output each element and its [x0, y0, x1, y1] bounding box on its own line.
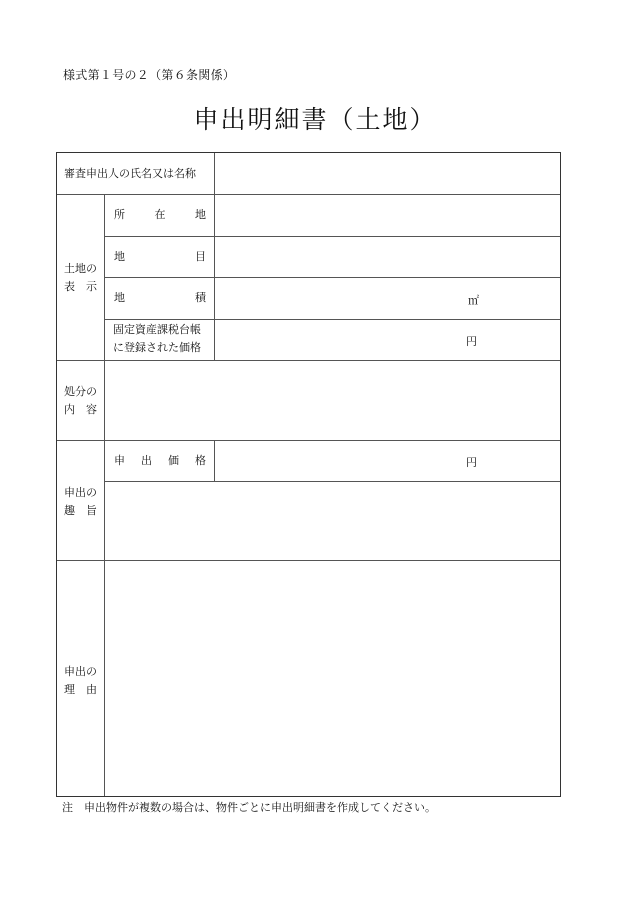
requested-price-unit: 円 — [466, 456, 477, 469]
purpose-label: 申出の 趣 旨 — [64, 486, 97, 517]
location-label: 所 在 地 — [114, 208, 206, 221]
land-category-label: 地 目 — [114, 250, 206, 263]
area-label: 地 積 — [114, 291, 206, 304]
assessed-value-unit: 円 — [466, 335, 477, 348]
requested-price-label: 申 出 価 格 — [114, 454, 206, 467]
assessed-value-field[interactable] — [215, 320, 560, 360]
purpose-field[interactable] — [105, 482, 560, 560]
land-display-label: 土地の 表 示 — [64, 262, 97, 293]
applicant-name-label: 審査申出人の氏名又は名称 — [64, 167, 196, 180]
requested-price-field[interactable] — [215, 441, 560, 481]
footnote: 注 申出物件が複数の場合は、物件ごとに申出明細書を作成してください。 — [62, 801, 436, 814]
disposition-field[interactable] — [105, 361, 560, 440]
applicant-name-field[interactable] — [215, 153, 560, 194]
area-unit: ㎡ — [468, 294, 479, 307]
document-title: 申出明細書（土地） — [193, 105, 437, 134]
statement-form — [56, 152, 561, 797]
assessed-value-label: 固定資産課税台帳 に登録された価格 — [113, 323, 201, 354]
reason-field[interactable] — [105, 561, 560, 796]
disposition-label: 処分の 内 容 — [64, 385, 97, 416]
form-number: 様式第１号の２（第６条関係） — [63, 68, 236, 82]
reason-label: 申出の 理 由 — [64, 665, 97, 696]
location-field[interactable] — [215, 195, 560, 236]
land-category-field[interactable] — [215, 237, 560, 277]
area-field[interactable] — [215, 278, 560, 319]
